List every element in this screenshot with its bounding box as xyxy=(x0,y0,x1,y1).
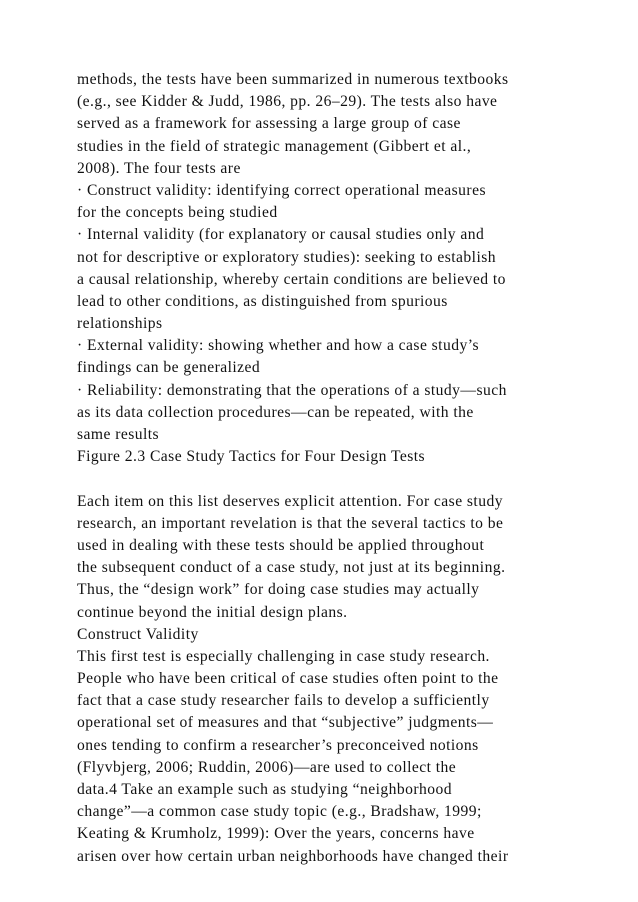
text-line: data.4 Take an example such as studying “neighborhood xyxy=(77,781,452,798)
text-line: Thus, the “design work” for doing case studies may actually xyxy=(77,581,480,599)
text-line: studies in the field of strategic management (Gibbert et al., xyxy=(77,137,472,155)
text-line: change”—a common case study topic (e.g., Bradshaw, 1999; xyxy=(77,803,482,821)
text-line: research, an important revelation is that the several tactics to be xyxy=(77,514,504,532)
text-line: Each item on this list deserves explicit attention. For case study xyxy=(77,492,503,510)
text-line: for the concepts being studied xyxy=(77,204,278,222)
text-line: as its data collection procedures—can be repeated, with the xyxy=(77,403,474,421)
blank-line xyxy=(77,468,577,490)
text-line: ones tending to confirm a researcher’s preconceived notions xyxy=(77,736,479,754)
text-line: a causal relationship, whereby certain conditions are believed to xyxy=(77,270,506,288)
text-line: fact that a case study researcher fails to develop a sufficiently xyxy=(77,692,490,710)
text-line: People who have been critical of case studies often point to the xyxy=(77,670,499,688)
text-line: lead to other conditions, as distinguished from spurious xyxy=(77,292,448,310)
list-item-line: · External validity: showing whether and how a case study’s xyxy=(77,337,480,355)
text-line: This first test is especially challenging in case study research. xyxy=(77,647,490,665)
section-heading: Construct Validity xyxy=(77,625,199,643)
list-item-line: · Construct validity: identifying correct operational measures xyxy=(77,181,486,199)
text-line: same results xyxy=(77,426,160,443)
text-line: (e.g., see Kidder & Judd, 1986, pp. 26–29). The tests also have xyxy=(77,93,498,111)
text-line: operational set of measures and that “subjective” judgments— xyxy=(77,714,494,732)
text-line: used in dealing with these tests should be applied throughout xyxy=(77,536,485,554)
text-line: findings can be generalized xyxy=(77,359,261,377)
text-line: Keating & Krumholz, 1999): Over the years, concerns have xyxy=(77,825,475,843)
document-page xyxy=(77,69,577,868)
list-item-line: · Internal validity (for explanatory or causal studies only and xyxy=(77,226,485,244)
text-line: relationships xyxy=(77,315,163,333)
text-line: not for descriptive or exploratory studies): seeking to establish xyxy=(77,248,497,266)
text-line: continue beyond the initial design plans. xyxy=(77,603,348,621)
text-line: served as a framework for assessing a large group of case xyxy=(77,115,461,133)
text-line: methods, the tests have been summarized in numerous textbooks xyxy=(77,71,509,88)
text-line: arisen over how certain urban neighborhoods have changed their xyxy=(77,847,509,865)
figure-caption: Figure 2.3 Case Study Tactics for Four Design Tests xyxy=(77,448,426,466)
text-line: the subsequent conduct of a case study, not just at its beginning. xyxy=(77,559,506,577)
list-item-line: · Reliability: demonstrating that the operations of a study—such xyxy=(77,381,507,399)
text-line: 2008). The four tests are xyxy=(77,159,241,177)
text-line: (Flyvbjerg, 2006; Ruddin, 2006)—are used to collect the xyxy=(77,758,457,776)
